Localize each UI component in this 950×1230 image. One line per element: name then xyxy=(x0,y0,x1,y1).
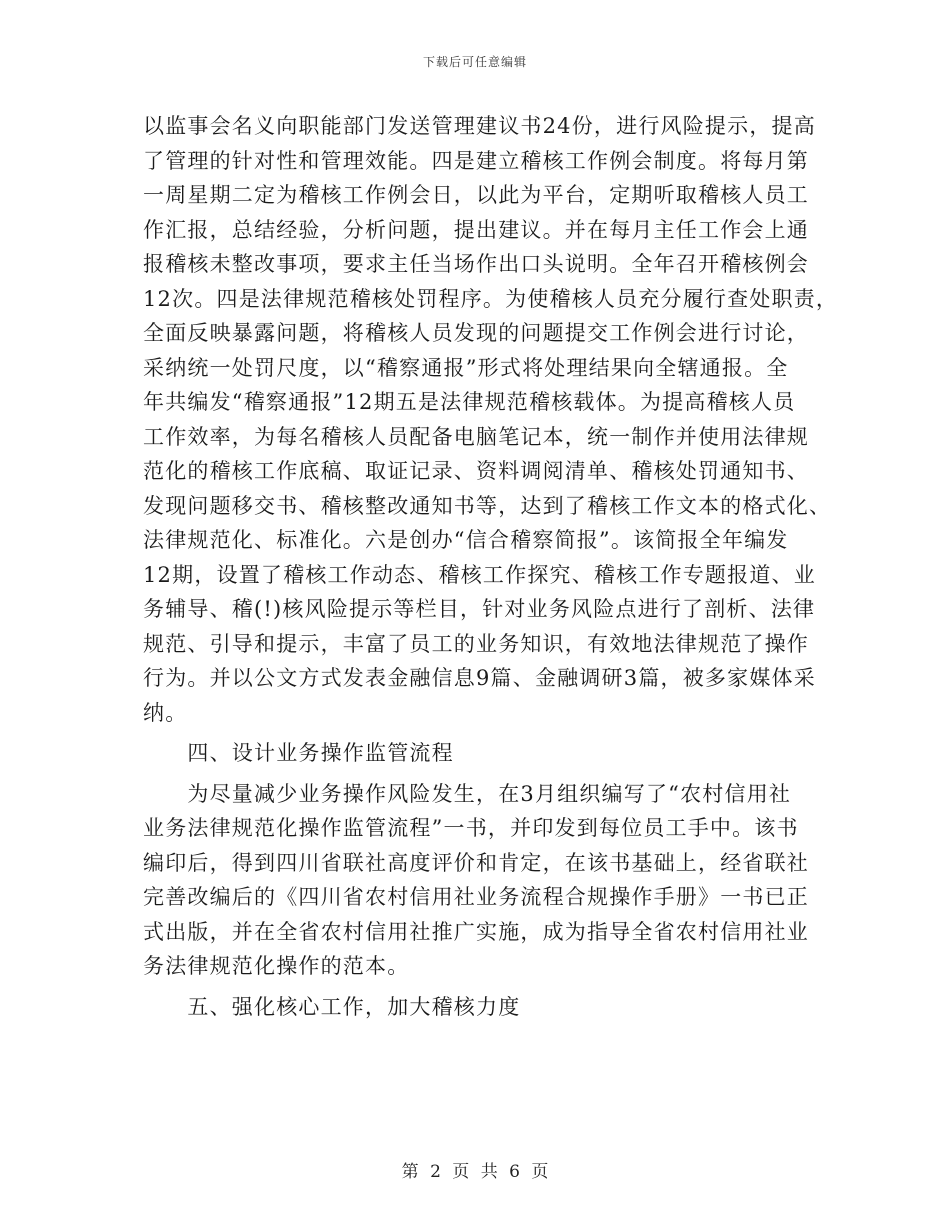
body-line: 行为。并以公文方式发表金融信息9篇、金融调研3篇，被多家媒体采 xyxy=(143,666,816,690)
body-line: 规范、引导和提示，丰富了员工的业务知识，有效地法律规范了操作 xyxy=(143,631,809,656)
body-line: 年共编发“稽察通报”12期五是法律规范稽核载体。为提高稽核人员 xyxy=(143,390,796,414)
page-header: 下载后可任意编辑 xyxy=(422,55,527,69)
body-line: 报稽核未整改事项，要求主任当场作出口头说明。全年召开稽核例会 xyxy=(143,252,809,276)
body-line: 为尽量减少业务操作风险发生，在3月组织编写了“农村信用社 xyxy=(143,781,792,806)
body-line: 作汇报，总结经验，分析问题，提出建议。并在每月主任工作会上通 xyxy=(143,217,809,242)
body-line: 完善改编后的《四川省农村信用社业务流程合规操作手册》一书已正 xyxy=(143,885,809,909)
document-body xyxy=(143,109,839,1024)
body-line: 采纳统一处罚尺度，以“稽察通报”形式将处理结果向全辖通报。全 xyxy=(143,355,789,380)
body-line: 全面反映暴露问题，将稽核人员发现的问题提交工作例会进行讨论， xyxy=(143,321,809,345)
body-line: 范化的稽核工作底稿、取证记录、资料调阅清单、稽核处罚通知书、 xyxy=(143,459,809,483)
page-number-footer: 第 2 页 共 6 页 xyxy=(401,1162,549,1182)
section-heading-four: 四、设计业务操作监管流程 xyxy=(143,741,454,765)
body-line: 工作效率，为每名稽核人员配备电脑笔记本，统一制作并使用法律规 xyxy=(143,424,809,449)
body-line: 纳。 xyxy=(143,700,188,725)
body-line: 业务法律规范化操作监管流程”一书，并印发到每位员工手中。该书 xyxy=(143,816,799,840)
body-line: 12次。四是法律规范稽核处罚程序。为使稽核人员充分履行查处职责， xyxy=(143,286,839,311)
body-line: 以监事会名义向职能部门发送管理建议书24份，进行风险提示，提高 xyxy=(143,114,816,138)
body-line: 务法律规范化操作的范本。 xyxy=(143,954,410,978)
body-line: 12期，设置了稽核工作动态、稽核工作探究、稽核工作专题报道、业 xyxy=(143,562,816,587)
body-line: 式出版，并在全省农村信用社推广实施，成为指导全省农村信用社业 xyxy=(143,919,809,944)
body-line: 发现问题移交书、稽核整改通知书等，达到了稽核工作文本的格式化、 xyxy=(143,493,832,518)
body-line: 编印后，得到四川省联社高度评价和肯定，在该书基础上，经省联社 xyxy=(143,850,809,875)
body-line: 务辅导、稽(!)核风险提示等栏目，针对业务风险点进行了剖析、法律 xyxy=(143,597,816,621)
section-heading-five: 五、强化核心工作，加大稽核力度 xyxy=(143,994,521,1019)
body-line: 一周星期二定为稽核工作例会日，以此为平台，定期听取稽核人员工 xyxy=(143,183,809,207)
body-line: 法律规范化、标准化。六是创办“信合稽察简报”。该简报全年编发 xyxy=(143,528,789,552)
body-line: 了管理的针对性和管理效能。四是建立稽核工作例会制度。将每月第 xyxy=(143,148,809,173)
